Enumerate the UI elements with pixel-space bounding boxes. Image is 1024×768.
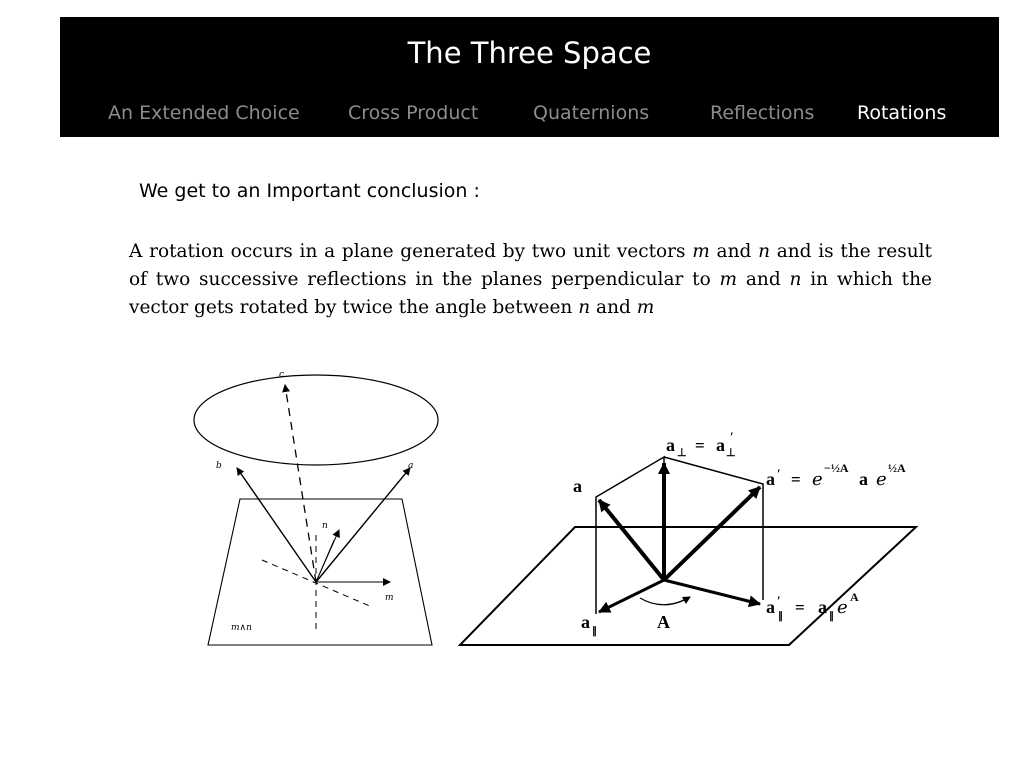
label-c: c bbox=[279, 370, 285, 380]
vector-a-prime bbox=[664, 487, 760, 580]
para-text-1: A rotation occurs in a plane generated by two unit vectors bbox=[129, 241, 693, 262]
vector-c-dashed bbox=[285, 385, 316, 582]
svg-text:a: a bbox=[766, 597, 775, 617]
slide-title: The Three Space bbox=[407, 36, 652, 70]
svg-text:a: a bbox=[581, 612, 590, 632]
slide-header bbox=[60, 17, 999, 137]
cone-ellipse bbox=[194, 375, 438, 465]
svg-text:−½A: −½A bbox=[824, 461, 849, 475]
tab-cross-product[interactable]: Cross Product bbox=[348, 102, 479, 124]
svg-text:′: ′ bbox=[777, 593, 781, 608]
svg-text:=: = bbox=[795, 598, 805, 617]
label-a-perp-equation bbox=[666, 429, 736, 459]
svg-text:′: ′ bbox=[777, 466, 781, 481]
para-text-4: and bbox=[737, 269, 790, 290]
svg-text:a: a bbox=[859, 469, 868, 489]
para-text-2: and bbox=[709, 241, 759, 262]
vector-a-parallel-prime bbox=[664, 580, 760, 604]
tab-an-extended-choice[interactable]: An Extended Choice bbox=[108, 102, 300, 124]
para-text-5: in which the vector gets rotated by twice the angle between bbox=[129, 269, 932, 318]
para-text-3: and is the result of two successive reflections in the planes perpendicular to bbox=[129, 241, 932, 290]
projection-frame-right bbox=[664, 457, 763, 600]
label-angle-A: A bbox=[657, 612, 670, 632]
rotation-angle-arc bbox=[640, 597, 690, 605]
para-text-6: and bbox=[590, 297, 637, 318]
var-n: n bbox=[758, 241, 770, 262]
svg-text:⊥: ⊥ bbox=[726, 447, 736, 459]
vector-a bbox=[599, 500, 664, 580]
svg-text:a: a bbox=[818, 597, 827, 617]
svg-text:=: = bbox=[695, 436, 705, 455]
vector-n-ghost bbox=[316, 540, 334, 582]
var-m: m bbox=[636, 297, 655, 318]
tab-quaternions[interactable]: Quaternions bbox=[533, 102, 650, 124]
label-n: n bbox=[322, 521, 328, 531]
svg-text:e: e bbox=[837, 597, 848, 618]
label-a: a bbox=[408, 461, 414, 471]
var-n: n bbox=[789, 269, 802, 290]
label-a: a bbox=[573, 476, 582, 496]
label-m: m bbox=[385, 593, 394, 603]
svg-text:∥: ∥ bbox=[829, 611, 834, 622]
svg-text:a: a bbox=[766, 469, 775, 489]
rotation-paragraph bbox=[129, 238, 932, 322]
label-b: b bbox=[216, 461, 222, 471]
var-m: m bbox=[692, 241, 710, 262]
svg-text:A: A bbox=[850, 590, 859, 604]
rotation-decomposition-diagram bbox=[455, 425, 925, 650]
svg-text:e: e bbox=[876, 469, 887, 490]
reflection-cone-diagram bbox=[185, 360, 450, 655]
svg-text:⊥: ⊥ bbox=[677, 447, 687, 459]
svg-text:∥: ∥ bbox=[592, 626, 597, 637]
svg-text:′: ′ bbox=[730, 429, 734, 444]
vector-a-parallel bbox=[599, 580, 664, 612]
label-plane: m∧n bbox=[231, 623, 252, 633]
svg-text:e: e bbox=[812, 469, 823, 490]
svg-text:a: a bbox=[666, 435, 675, 455]
var-m: m bbox=[719, 269, 738, 290]
diagonal-dashed bbox=[262, 560, 372, 607]
vector-b bbox=[237, 468, 316, 582]
vector-a bbox=[316, 468, 410, 582]
label-a-parallel bbox=[581, 612, 597, 637]
svg-text:=: = bbox=[791, 470, 801, 489]
label-a-prime-equation bbox=[766, 461, 906, 490]
svg-text:∥: ∥ bbox=[778, 611, 783, 622]
conclusion-text: We get to an Important conclusion : bbox=[139, 180, 480, 202]
svg-text:a: a bbox=[716, 435, 725, 455]
label-a-parallel-prime-equation bbox=[766, 590, 859, 622]
svg-text:½A: ½A bbox=[888, 461, 906, 475]
var-n: n bbox=[578, 297, 591, 318]
tab-reflections[interactable]: Reflections bbox=[710, 102, 815, 124]
tab-rotations[interactable]: Rotations bbox=[857, 102, 947, 124]
